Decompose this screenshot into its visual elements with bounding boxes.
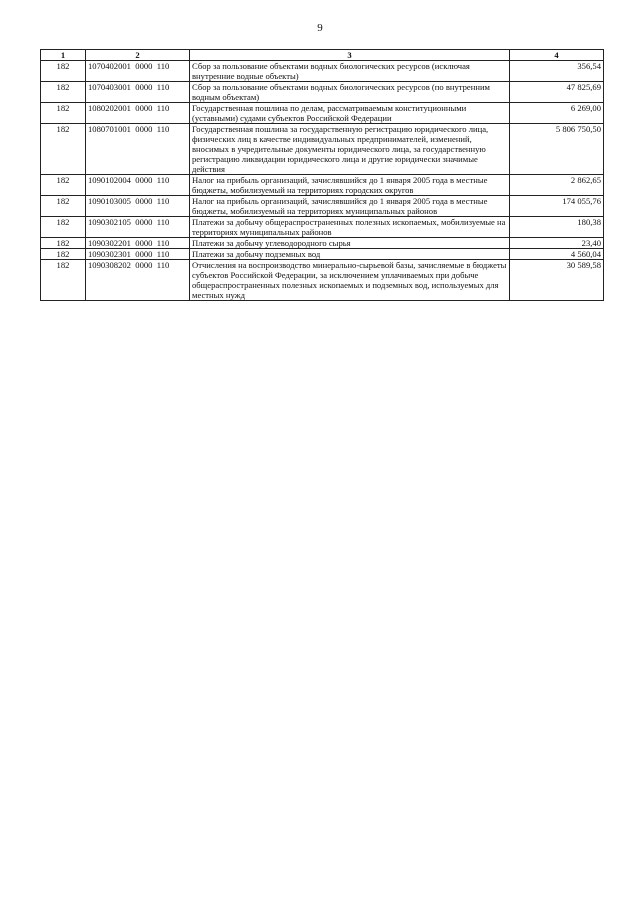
table-row: [41, 249, 604, 260]
amount-cell: 23,40: [510, 238, 604, 249]
admin-code-cell: 182: [41, 103, 86, 124]
description-cell: Сбор за пользование объектами водных биологических ресурсов (исключая внутренние водные объекты): [190, 61, 510, 82]
amount-cell: 5 806 750,50: [510, 124, 604, 175]
description-cell: Отчисления на воспроизводство минерально-сырьевой базы, зачисляемые в бюджеты субъектов Российской Федерации, за исключением уплачиваемых при добыче общераспространенных полезных ископаемых и подземных вод, используемых для местных нужд: [190, 260, 510, 301]
description-cell: Государственная пошлина за государственную регистрацию юридического лица, физических лиц в качестве индивидуальных предпринимателей, изменений, вносимых в учредительные документы юридического лица, за государственную регистрацию ликвидации юридического лица и другие юридически значимые действия: [190, 124, 510, 175]
budget-code-cell: 1070403001 0000 110: [86, 82, 190, 103]
table-row: [41, 82, 604, 103]
page-number: 9: [317, 22, 323, 34]
amount-cell: 6 269,00: [510, 103, 604, 124]
column-header-4: 4: [510, 50, 604, 61]
table-row: [41, 175, 604, 196]
revenue-table: [40, 49, 604, 301]
description-cell: Налог на прибыль организаций, зачислявшийся до 1 января 2005 года в местные бюджеты, мобилизуемый на территориях муниципальных районов: [190, 196, 510, 217]
budget-code-cell: 1080202001 0000 110: [86, 103, 190, 124]
admin-code-cell: 182: [41, 217, 86, 238]
amount-cell: 30 589,58: [510, 260, 604, 301]
admin-code-cell: 182: [41, 249, 86, 260]
amount-cell: 356,54: [510, 61, 604, 82]
table-row: [41, 124, 604, 175]
admin-code-cell: 182: [41, 124, 86, 175]
admin-code-cell: 182: [41, 196, 86, 217]
budget-code-cell: 1090302201 0000 110: [86, 238, 190, 249]
admin-code-cell: 182: [41, 175, 86, 196]
description-cell: Платежи за добычу подземных вод: [190, 249, 510, 260]
description-cell: Государственная пошлина по делам, рассматриваемым конституционными (уставными) судами субъектов Российской Федерации: [190, 103, 510, 124]
table-row: [41, 217, 604, 238]
amount-cell: 2 862,65: [510, 175, 604, 196]
table-row: [41, 103, 604, 124]
table-row: [41, 260, 604, 301]
budget-code-cell: 1070402001 0000 110: [86, 61, 190, 82]
header-row: [41, 50, 604, 61]
table-row: [41, 238, 604, 249]
budget-code-cell: 1080701001 0000 110: [86, 124, 190, 175]
budget-code-cell: 1090308202 0000 110: [86, 260, 190, 301]
admin-code-cell: 182: [41, 61, 86, 82]
amount-cell: 47 825,69: [510, 82, 604, 103]
column-header-1: 1: [41, 50, 86, 61]
budget-code-cell: 1090302301 0000 110: [86, 249, 190, 260]
admin-code-cell: 182: [41, 238, 86, 249]
amount-cell: 174 055,76: [510, 196, 604, 217]
description-cell: Платежи за добычу углеводородного сырья: [190, 238, 510, 249]
column-header-2: 2: [86, 50, 190, 61]
column-header-3: 3: [190, 50, 510, 61]
budget-code-cell: 1090103005 0000 110: [86, 196, 190, 217]
description-cell: Сбор за пользование объектами водных биологических ресурсов (по внутренним водным объектам): [190, 82, 510, 103]
amount-cell: 180,38: [510, 217, 604, 238]
description-cell: Платежи за добычу общераспространенных полезных ископаемых, мобилизуемые на территориях муниципальных районов: [190, 217, 510, 238]
budget-code-cell: 1090102004 0000 110: [86, 175, 190, 196]
table-row: [41, 196, 604, 217]
table-row: [41, 61, 604, 82]
description-cell: Налог на прибыль организаций, зачислявшийся до 1 января 2005 года в местные бюджеты, мобилизуемый на территориях городских округов: [190, 175, 510, 196]
admin-code-cell: 182: [41, 82, 86, 103]
budget-code-cell: 1090302105 0000 110: [86, 217, 190, 238]
admin-code-cell: 182: [41, 260, 86, 301]
amount-cell: 4 560,04: [510, 249, 604, 260]
